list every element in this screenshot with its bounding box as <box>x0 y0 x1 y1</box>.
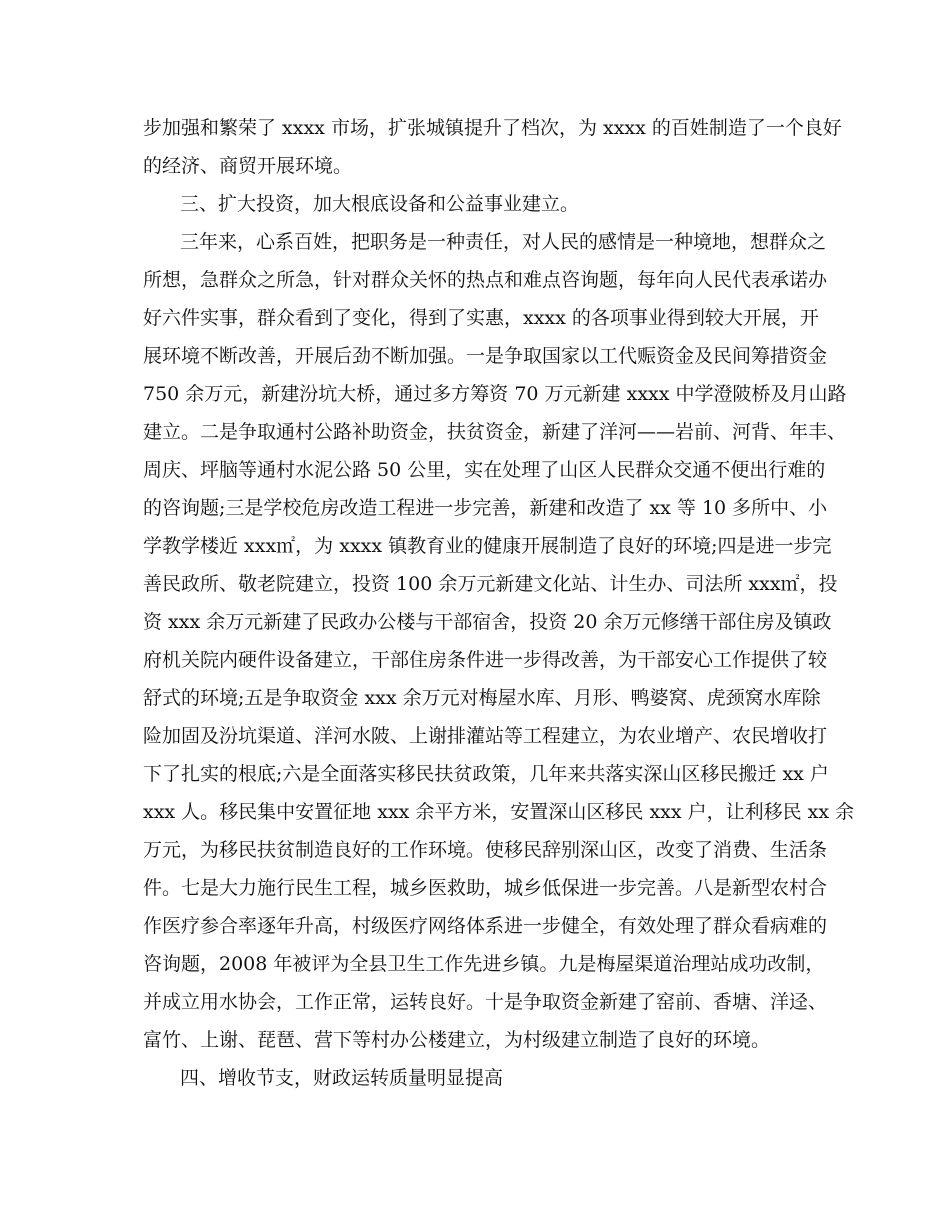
text-line: 展环境不断改善，开展后劲不断加强。一是争取国家以工代赈资金及民间筹措资金 <box>143 345 828 367</box>
text-line: 咨询题，2008 年被评为全县卫生工作先进乡镇。九是梅屋渠道治理站成功改制， <box>143 953 825 975</box>
text-line: 下了扎实的根底;六是全面落实移民扶贫政策，几年来共落实深山区移民搬迁 xx 户 <box>143 763 829 785</box>
text-line: 周庆、坪脑等通村水泥公路 50 公里，实在处理了山区人民群众交通不便出行难的 <box>143 459 826 481</box>
text-line: 万元，为移民扶贫制造良好的工作环境。使移民辞别深山区，改变了消费、生活条 <box>143 839 828 861</box>
text-line: xxx 人。移民集中安置征地 xxx 余平方米，安置深山区移民 xxx 户，让利移民 xx 余 <box>143 801 855 823</box>
text-line: 府机关院内硬件设备建立，干部住房条件进一步得改善，为干部安心工作提供了较 <box>143 649 828 671</box>
text-line: 步加强和繁荣了 xxxx 市场，扩张城镇提升了档次，为 xxxx 的百姓制造了一个良好 <box>143 117 842 139</box>
text-line: 富竹、上谢、琵琶、营下等村办公楼建立，为村级建立制造了良好的环境。 <box>143 1029 771 1051</box>
text-line: 750 余万元，新建汾坑大桥，通过多方筹资 70 万元新建 xxxx 中学澄陂桥及月山路 <box>143 383 847 405</box>
text-line: 舒式的环境;五是争取资金 xxx 余万元对梅屋水库、月形、鸭婆窝、虎颈窝水库除 <box>143 687 821 709</box>
text-line: 件。七是大力施行民生工程，城乡医救助，城乡低保进一步完善。八是新型农村合 <box>143 877 828 899</box>
text-line: 的咨询题;三是学校危房改造工程进一步完善，新建和改造了 xx 等 10 多所中、小 <box>143 497 828 519</box>
text-line: 险加固及汾坑渠道、洋河水陂、上谢排灌站等工程建立，为农业增产、农民增收打 <box>143 725 828 747</box>
text-line: 善民政所、敬老院建立，投资 100 余万元新建文化站、计生办、司法所 xxx㎡，投 <box>143 573 838 595</box>
section-heading: 三、扩大投资，加大根底设备和公益事业建立。 <box>180 193 580 215</box>
text-line: 所想，急群众之所急，针对群众关怀的热点和难点咨询题，每年向人民代表承诺办 <box>143 269 828 291</box>
text-line: 三年来，心系百姓，把职务是一种责任，对人民的感情是一种境地，想群众之 <box>180 231 827 253</box>
text-line: 好六件实事，群众看到了变化，得到了实惠，xxxx 的各项事业得到较大开展，开 <box>143 307 819 329</box>
text-line: 学教学楼近 xxx㎡，为 xxxx 镇教育业的健康开展制造了良好的环境;四是进一步完 <box>143 535 832 557</box>
text-line: 建立。二是争取通村公路补助资金，扶贫资金，新建了洋河——岩前、河背、年丰、 <box>143 421 847 443</box>
section-heading: 四、增收节支，财政运转质量明显提高 <box>180 1067 504 1089</box>
text-line: 的经济、商贸开展环境。 <box>143 155 353 177</box>
text-line: 并成立用水协会，工作正常，运转良好。十是争取资金新建了窑前、香塘、洋迳、 <box>143 991 828 1013</box>
text-line: 作医疗参合率逐年升高，村级医疗网络体系进一步健全，有效处理了群众看病难的 <box>143 915 828 937</box>
text-line: 资 xxx 余万元新建了民政办公楼与干部宿舍，投资 20 余万元修缮干部住房及镇政 <box>143 611 832 633</box>
